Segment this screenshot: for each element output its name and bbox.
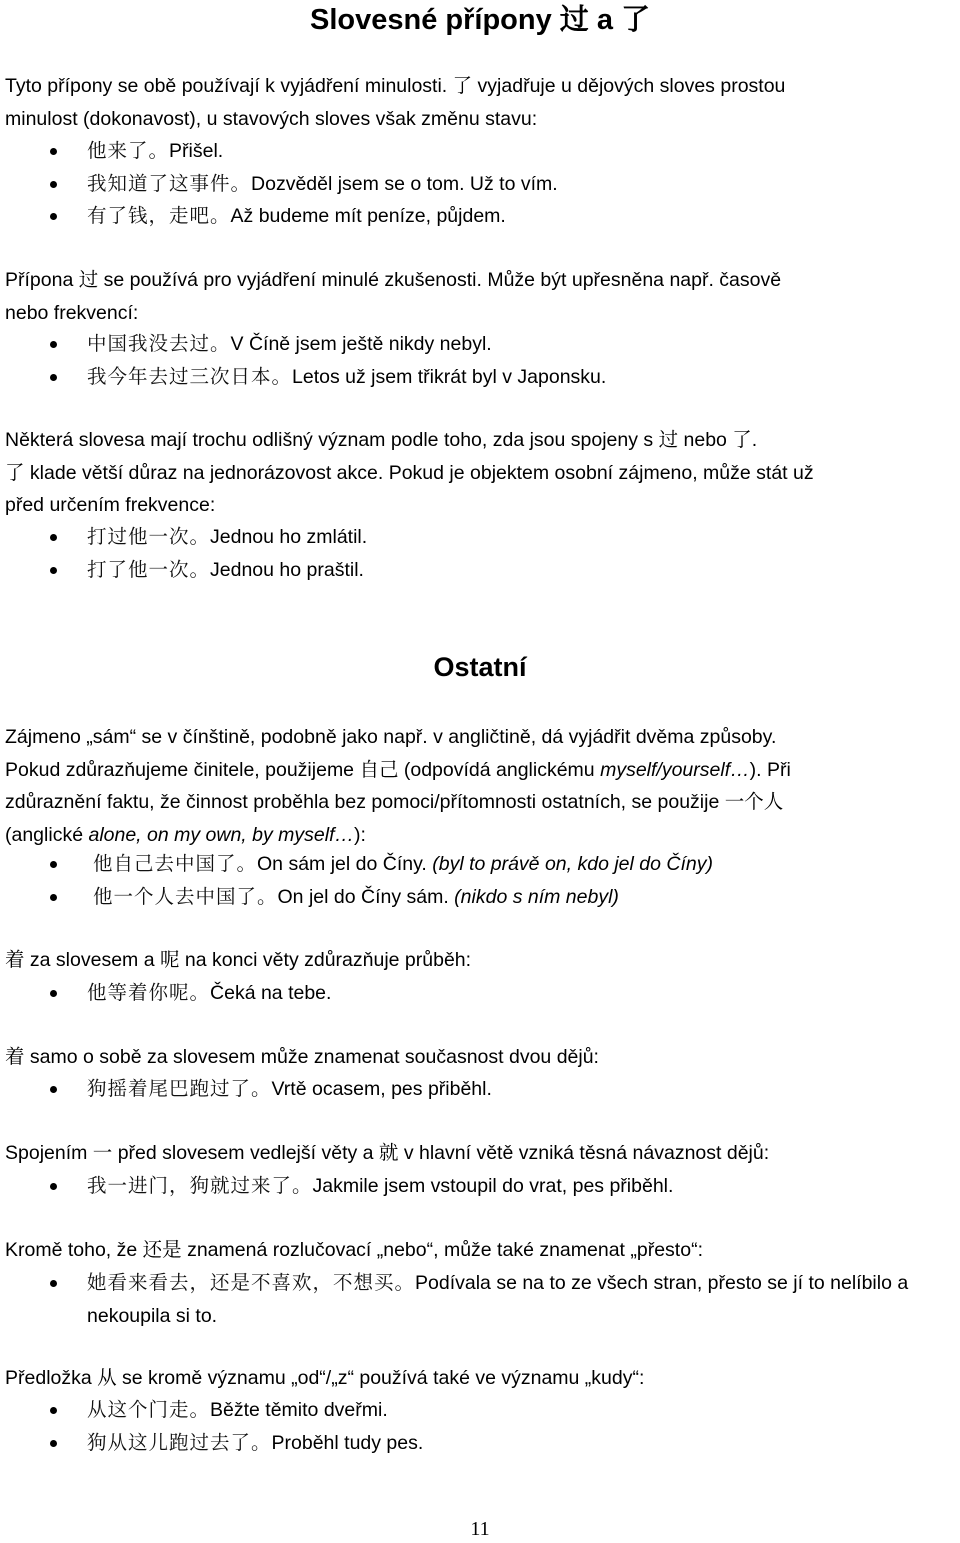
list-item [0,554,955,587]
text-run: ): [354,823,366,846]
list-item [0,848,955,881]
paragraph-cong [5,1362,953,1395]
paragraph-line: Přípona 过 se používá pro vyjádření minulé zkušenosti. Může být upřesněna např. časově [5,269,782,291]
chinese-example: 他等着你呢。 [87,981,211,1004]
chinese-example: 我知道了这事件。 [87,171,252,195]
italic-note: (nikdo s ním nebyl) [454,885,619,908]
paragraph-line: Spojením 一 před slovesem vedlejší věty a 就 v hlavní větě vzniká těsná návaznost dějů: [5,1142,770,1164]
czech-translation: Jakmile jsem vstoupil do vrat, pes přiběhl. [312,1175,674,1197]
chinese-example: 从这个门走。 [87,1398,211,1421]
paragraph-zhe [5,1041,953,1074]
italic-text: myself/yourself… [600,758,750,781]
bullet-list-6 [0,1073,955,1106]
paragraph-line: 着 za slovesem a 呢 na konci věty zdůrazňuje průběh: [5,949,472,971]
bullet-list-7 [0,1170,955,1203]
list-item [0,1073,955,1106]
italic-text: alone, on my own, by myself… [88,823,354,846]
bullet-list-9 [0,1394,955,1459]
list-item [0,168,955,201]
paragraph-sam [5,721,953,851]
paragraph-line: 了 klade větší důraz na jednorázovost akce. Pokud je objektem osobní zájmeno, může stát už [5,461,814,484]
czech-translation: Běžte těmito dveřmi. [210,1399,388,1421]
paragraph-guo [5,264,953,329]
czech-translation: V Číně jsem ještě nikdy nebyl. [230,333,492,355]
list-item [0,1394,955,1427]
bullet-list-2 [0,328,955,393]
paragraph-yi-jiu [5,1137,953,1170]
bullet-list-5 [0,977,955,1010]
czech-translation: Až budeme mít peníze, půjdem. [230,205,506,227]
paragraph-line: Předložka 从 se kromě významu „od“/„z“ používá také ve významu „kudy“: [5,1367,645,1389]
text-run: ). Při [749,758,791,781]
paragraph-line: zdůraznění faktu, že činnost proběhla bez pomoci/přítomnosti ostatních, se použije 一个人 [5,791,784,813]
paragraph-line: Zájmeno „sám“ se v čínštině, podobně jako např. v angličtině, dá vyjádřit dvěma způsoby. [5,726,777,748]
list-item [0,521,955,554]
chinese-example: 她看来看去，还是不喜欢，不想买。 [87,1271,416,1294]
paragraph-zhe-ne [5,944,953,977]
page-number: 11 [470,1518,490,1540]
list-item [0,200,955,233]
paragraph-intro [5,70,953,135]
paragraph-line: nebo frekvencí: [5,301,139,324]
list-item [0,361,955,394]
czech-translation: Podívala se na to ze všech stran, přesto se jí to nelíbilo a nekoupila si to. [87,1272,909,1327]
section-heading: Ostatní [433,652,527,682]
chinese-example: 我一进门，狗就过来了。 [87,1174,313,1197]
italic-note: (byl to právě on, kdo jel do Číny) [432,853,713,875]
text-run: (anglické [5,823,89,846]
paragraph-line: před určením frekvence: [5,494,216,516]
chinese-example: 打了他一次。 [87,557,211,581]
chinese-example: 他自己去中国了。 [93,852,258,875]
czech-translation: Vrtě ocasem, pes přiběhl. [271,1078,492,1100]
paragraph-haishi [5,1234,953,1267]
czech-translation: On sám jel do Číny. [257,853,427,875]
czech-translation: Proběhl tudy pes. [271,1431,424,1454]
chinese-example: 他一个人去中国了。 [93,884,278,908]
bullet-list-3 [0,521,955,586]
chinese-example: 狗摇着尾巴跑过了。 [87,1077,272,1100]
czech-translation: Přišel. [169,140,224,162]
paragraph-line: 着 samo o sobě za slovesem může znamenat současnost dvou dějů: [5,1046,599,1068]
paragraph-line: Tyto přípony se obě používají k vyjádření minulosti. 了 vyjadřuje u dějových sloves prostou [5,75,786,97]
paragraph-line: minulost (dokonavost), u stavových sloves však změnu stavu: [5,107,538,130]
list-item [0,135,955,168]
page-title: Slovesné přípony 过 a 了 [309,4,651,36]
bullet-list-4 [0,848,955,913]
paragraph-line: Některá slovesa mají trochu odlišný význam podle toho, zda jsou spojeny s 过 nebo 了. [5,429,758,451]
list-item [0,977,955,1010]
list-item [0,881,955,914]
bullet-list-8 [0,1267,955,1332]
paragraph-line [5,754,953,787]
chinese-example: 有了钱，走吧。 [87,204,231,227]
czech-translation: Jednou ho praštil. [210,558,364,581]
chinese-example: 他来了。 [87,139,170,162]
paragraph-line [5,819,953,852]
chinese-example: 狗从这儿跑过去了。 [87,1430,272,1454]
chinese-example: 我今年去过三次日本。 [87,364,293,388]
chinese-example: 中国我没去过。 [87,332,231,355]
czech-translation: Jednou ho zmlátil. [210,526,368,548]
paragraph-guo-le [5,424,953,522]
chinese-example: 打过他一次。 [87,525,211,548]
list-item [0,1170,955,1203]
czech-translation: Čeká na tebe. [210,982,332,1004]
czech-translation: On jel do Číny sám. [277,885,449,908]
list-item [0,1427,955,1460]
text-run: Pokud zdůrazňujeme činitele, použijeme 自己 (odpovídá anglickému [5,758,601,781]
bullet-list-1 [0,135,955,233]
list-item [0,1267,947,1332]
czech-translation: Dozvěděl jsem se o tom. Už to vím. [251,172,558,195]
paragraph-line: Kromě toho, že 还是 znamená rozlučovací „nebo“, může také znamenat „přesto“: [5,1239,703,1261]
czech-translation: Letos už jsem třikrát byl v Japonsku. [292,365,607,388]
list-item [0,328,955,361]
